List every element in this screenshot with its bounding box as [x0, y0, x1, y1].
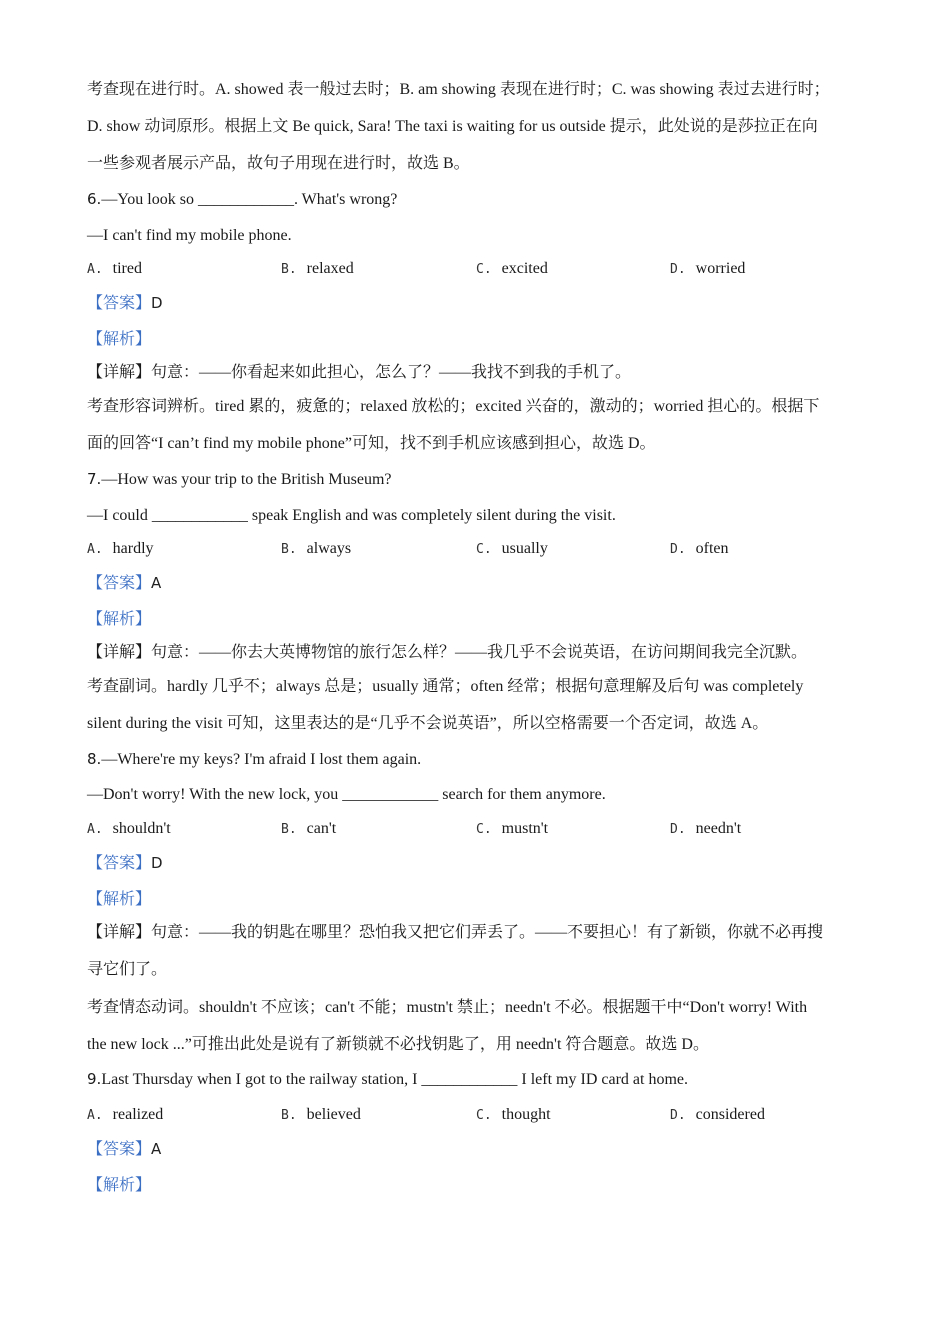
q6-stem-1: [87, 188, 397, 211]
q7-option-a: A. hardly: [87, 540, 154, 557]
intro-line-3: 一些参观者展示产品，故句子用现在进行时，故选 B。: [87, 155, 470, 172]
q9-option-d: D. considered: [670, 1106, 765, 1123]
q8-detail-1: 【详解】句意：——我的钥匙在哪里？恐怕我又把它们弄丢了。——不要担心！有了新锁，你就不必再搜: [87, 924, 824, 941]
q6-stem-text: —You look so ____________. What's wrong?: [101, 191, 398, 208]
q9-option-c: C. thought: [476, 1106, 551, 1123]
q7-answer: 【答案】A: [87, 574, 162, 592]
q7-stem-2: —I could ____________ speak English and was completely silent during the visit.: [87, 507, 616, 524]
q8-stem-1: 8.—Where're my keys? I'm afraid I lost them again.: [87, 750, 422, 768]
q7-option-d: D. often: [670, 540, 729, 557]
q7-stem-1: 7.—How was your trip to the British Museum?: [87, 470, 392, 488]
q8-explanation-1: 考查情态动词。shouldn't 不应该；can't 不能；mustn't 禁止；needn't 不必。根据题干中“Don't worry! With: [87, 999, 808, 1016]
intro-line-1: 考查现在进行时。A. showed 表一般过去时；B. am showing 表现在进行时；C. was showing 表过去进行时；: [87, 81, 830, 98]
q9-option-a: A. realized: [87, 1106, 164, 1123]
q6-explanation-2: 面的回答“I can’t find my mobile phone”可知，找不到手机应该感到担心，故选 D。: [87, 435, 656, 452]
q7-option-b: B. always: [281, 540, 352, 557]
q9-stem-1: 9.Last Thursday when I got to the railway station, I ____________ I left my ID card at home.: [87, 1070, 688, 1088]
q9-answer: 【答案】A: [87, 1140, 162, 1158]
q8-analysis-label: 【解析】: [87, 891, 152, 908]
q8-stem-2: —Don't worry! With the new lock, you ____________ search for them anymore.: [87, 786, 606, 803]
q8-answer: 【答案】D: [87, 854, 163, 872]
q7-option-c: C. usually: [476, 540, 548, 557]
q7-detail: 【详解】句意：——你去大英博物馆的旅行怎么样？——我几乎不会说英语，在访问期间我完全沉默。: [87, 644, 808, 661]
q6-option-c: C. excited: [476, 260, 548, 277]
q8-detail-2: 寻它们了。: [87, 961, 168, 978]
q8-option-d: D. needn't: [670, 820, 742, 837]
q7-explanation-1: 考查副词。hardly 几乎不；always 总是；usually 通常；often 经常；根据句意理解及后句 was completely: [87, 678, 804, 695]
q6-option-d: D. worried: [670, 260, 746, 277]
q6-option-b: B. relaxed: [281, 260, 354, 277]
q8-option-c: C. mustn't: [476, 820, 549, 837]
q6-number: 6.: [87, 190, 102, 208]
q6-stem-2: —I can't find my mobile phone.: [87, 227, 292, 244]
q8-option-b: B. can't: [281, 820, 337, 837]
q7-analysis-label: 【解析】: [87, 611, 152, 628]
q8-explanation-2: the new lock ...”可推出此处是说有了新锁就不必找钥匙了，用 needn't 符合题意。故选 D。: [87, 1036, 709, 1053]
q8-option-a: A. shouldn't: [87, 820, 171, 837]
q6-analysis-label: 【解析】: [87, 331, 152, 348]
q6-detail: 【详解】句意：——你看起来如此担心，怎么了？——我找不到我的手机了。: [87, 364, 632, 381]
q6-option-a: A. tired: [87, 260, 142, 277]
q6-explanation-1: 考查形容词辨析。tired 累的，疲惫的；relaxed 放松的；excited 兴奋的，激动的；worried 担心的。根据下: [87, 398, 820, 415]
q7-explanation-2: silent during the visit 可知，这里表达的是“几乎不会说英语”，所以空格需要一个否定词，故选 A。: [87, 715, 769, 732]
q9-analysis-label: 【解析】: [87, 1177, 152, 1194]
q9-option-b: B. believed: [281, 1106, 361, 1123]
intro-line-2: D. show 动词原形。根据上文 Be quick, Sara! The taxi is waiting for us outside 提示，此处说的是莎拉正在向: [87, 118, 818, 135]
q6-answer: 【答案】D: [87, 294, 163, 312]
